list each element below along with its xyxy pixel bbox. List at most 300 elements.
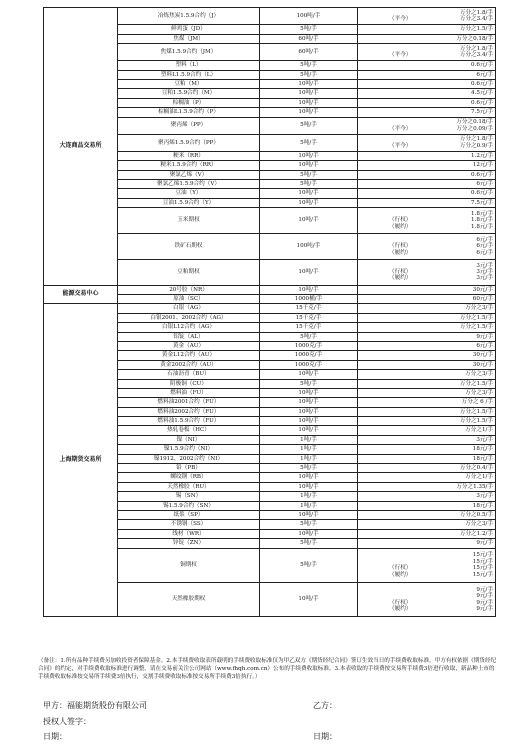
fee-cell xyxy=(358,426,496,435)
fee-value: 9元/手 xyxy=(476,333,493,340)
trading-unit: 10吨/手 xyxy=(260,79,358,88)
fee-line xyxy=(359,143,493,149)
fee-line xyxy=(359,418,493,424)
table-row xyxy=(44,285,496,294)
trading-unit: 1000克/手 xyxy=(260,341,358,350)
trading-unit: 5吨/手 xyxy=(260,464,358,473)
product-name: 不锈钢（SS） xyxy=(118,520,260,529)
product-name: 聚丙烯（PP） xyxy=(118,117,260,134)
fee-value: 7.5元/手 xyxy=(471,109,493,116)
product-name: 锡（SN） xyxy=(118,492,260,501)
fee-note xyxy=(359,484,453,490)
fee-line xyxy=(359,172,493,178)
product-name: 塑料（L） xyxy=(118,61,260,70)
fee-value: 9元/手 xyxy=(476,593,493,600)
fee-cell xyxy=(358,582,496,616)
product-name: 天然橡胶期权 xyxy=(118,582,260,616)
product-name: 豆粕（M） xyxy=(118,79,260,88)
trading-unit: 5吨/手 xyxy=(260,180,358,189)
trading-unit: 1吨/手 xyxy=(260,492,358,501)
fee-value: 0.6元/手 xyxy=(471,99,493,106)
trading-unit: 10吨/手 xyxy=(260,482,358,491)
fee-cell xyxy=(358,454,496,463)
authorized-signature-label: 授权人签字： xyxy=(43,717,91,726)
fee-note: （履约） xyxy=(389,275,412,282)
fee-cell xyxy=(358,407,496,416)
fee-value: 0.6元/手 xyxy=(471,62,493,69)
fee-value: 18元/手 xyxy=(472,446,493,453)
fee-schedule-table xyxy=(43,7,496,617)
fee-value: 15元/手 xyxy=(472,552,493,559)
trading-unit: 10吨/手 xyxy=(260,582,358,616)
fee-value: 万分之3/手 xyxy=(465,371,493,378)
fee-value: 6元/手 xyxy=(476,342,493,349)
fee-line xyxy=(359,90,493,96)
fee-value: 1.8元/手 xyxy=(471,217,493,224)
fee-value: 6元/手 xyxy=(476,181,493,188)
product-name: 燃料油2001合约（FU） xyxy=(118,398,260,407)
trading-unit: 1000桶/手 xyxy=(260,295,358,304)
fee-note xyxy=(359,503,453,509)
fee-note xyxy=(359,296,453,302)
fee-value: 9元/手 xyxy=(476,606,493,613)
fee-value: 1.8元/手 xyxy=(471,223,493,230)
product-name: 石油沥青（BU） xyxy=(118,370,260,379)
fee-line xyxy=(359,305,493,311)
trading-unit: 10吨/手 xyxy=(260,426,358,435)
fee-cell xyxy=(358,61,496,70)
fee-cell xyxy=(358,510,496,519)
fee-cell xyxy=(358,417,496,426)
fee-value: 万分之1.35/手 xyxy=(456,483,493,490)
exchange-label: 能源交易中心 xyxy=(44,285,118,304)
fee-note xyxy=(359,72,453,78)
product-name: 20号胶（NR） xyxy=(118,285,260,294)
fee-value: 0.6元/手 xyxy=(471,190,493,197)
product-name: 锌锭（ZN） xyxy=(118,539,260,548)
product-name: 聚氯乙烯（V） xyxy=(118,170,260,179)
product-name: 豆油1.5.9合约（Y） xyxy=(118,198,260,207)
fee-line xyxy=(359,315,493,321)
product-name: 燃料油（FU） xyxy=(118,388,260,397)
trading-unit: 10吨/手 xyxy=(260,198,358,207)
fee-value: 3元/手 xyxy=(476,269,493,275)
fee-line xyxy=(359,287,493,293)
fee-cell xyxy=(358,370,496,379)
trading-unit: 5吨/手 xyxy=(260,548,358,582)
trading-unit: 5吨/手 xyxy=(260,61,358,70)
product-name: 燃料油2002合约（FU） xyxy=(118,407,260,416)
product-name: 黄金L12合约（AU） xyxy=(118,351,260,360)
product-name: 黄金（AU） xyxy=(118,341,260,350)
trading-unit: 5吨/手 xyxy=(260,332,358,341)
product-name: 棕榈油（P） xyxy=(118,98,260,107)
trading-unit: 1吨/手 xyxy=(260,454,358,463)
fee-note xyxy=(359,334,453,340)
fee-note xyxy=(359,427,453,433)
fee-cell xyxy=(358,332,496,341)
fee-note xyxy=(359,343,453,349)
fee-value: 万分之1.5/手 xyxy=(459,408,493,415)
trading-unit: 10吨/手 xyxy=(260,208,358,234)
trading-unit: 10吨/手 xyxy=(260,398,358,407)
fee-cell xyxy=(358,520,496,529)
fee-line xyxy=(359,465,493,471)
fee-note: （履约） xyxy=(389,571,412,578)
fee-value: 万分之 6 /手 xyxy=(461,399,493,406)
fee-note xyxy=(359,531,453,537)
fee-cell xyxy=(358,304,496,313)
fee-value: 3元/手 xyxy=(476,493,493,500)
fee-cell xyxy=(358,259,496,285)
fee-cell xyxy=(358,351,496,360)
fee-note xyxy=(359,109,453,115)
product-name: 天然橡胶（RU） xyxy=(118,482,260,491)
trading-unit: 100吨/手 xyxy=(260,234,358,260)
fee-line xyxy=(359,409,493,415)
fee-cell xyxy=(358,482,496,491)
fee-line xyxy=(359,16,493,22)
fee-note xyxy=(359,540,453,546)
trading-unit: 5吨/手 xyxy=(260,379,358,388)
trading-unit: 15千克/手 xyxy=(260,304,358,313)
fee-line xyxy=(359,250,493,256)
fee-line xyxy=(359,181,493,187)
product-name: 塑料L1.5.9合约（L） xyxy=(118,70,260,79)
fee-note: （履约） xyxy=(389,223,412,230)
fee-line xyxy=(359,109,493,115)
fee-line xyxy=(359,531,493,537)
fee-note xyxy=(359,153,453,159)
fee-line xyxy=(359,200,493,206)
fee-note xyxy=(359,62,453,68)
fee-value: 万分之3.4/手 xyxy=(459,52,493,59)
fee-note xyxy=(359,100,453,106)
product-name: 豆油（Y） xyxy=(118,189,260,198)
fee-value: 30元/手 xyxy=(472,286,493,293)
fee-value: 万分之1.8/手 xyxy=(459,9,493,16)
trading-unit: 10吨/手 xyxy=(260,259,358,285)
fee-line xyxy=(359,371,493,377)
fee-cell xyxy=(358,161,496,170)
fee-note: （行权） xyxy=(389,565,412,572)
fee-value: 6元/手 xyxy=(476,249,493,256)
fee-line xyxy=(359,390,493,396)
fee-note: （行权） xyxy=(389,243,412,250)
trading-unit: 10吨/手 xyxy=(260,285,358,294)
fee-cell xyxy=(358,501,496,510)
fee-value: 0.6元/手 xyxy=(471,171,493,178)
fee-note: （平今） xyxy=(389,142,412,149)
fee-cell xyxy=(358,464,496,473)
fee-value: 万分之3/手 xyxy=(465,521,493,528)
fee-line xyxy=(359,493,493,499)
fee-line xyxy=(359,126,493,132)
fee-line xyxy=(359,81,493,87)
fee-line xyxy=(359,343,493,349)
product-name: 铝锭（AL） xyxy=(118,332,260,341)
fee-note: （平今） xyxy=(389,125,412,132)
fee-line xyxy=(359,437,493,443)
fee-value: 18元/手 xyxy=(472,502,493,509)
fee-note: （行权） xyxy=(389,217,412,224)
fee-note: （行权） xyxy=(389,599,412,606)
fee-note xyxy=(359,521,453,527)
fee-note xyxy=(359,446,453,452)
trading-unit: 10吨/手 xyxy=(260,510,358,519)
product-name: 棕榈油L1.5.9合约（P） xyxy=(118,108,260,117)
fee-value: 4.5元/手 xyxy=(471,90,493,97)
trading-unit: 10吨/手 xyxy=(260,529,358,538)
fee-line xyxy=(359,381,493,387)
fee-cell xyxy=(358,529,496,538)
fee-cell xyxy=(358,313,496,322)
fee-value: 万分之1.5/手 xyxy=(459,26,493,33)
party-b-date-label: 日期： xyxy=(313,732,337,741)
fee-value: 万分之1.5/手 xyxy=(459,418,493,425)
fee-line xyxy=(359,324,493,330)
fee-value: 7.5元/手 xyxy=(471,199,493,206)
fee-line xyxy=(359,484,493,490)
fee-line xyxy=(359,72,493,78)
fee-cell xyxy=(358,379,496,388)
fee-value: 万分之1/手 xyxy=(465,474,493,481)
fee-note: （平今） xyxy=(389,52,412,59)
fee-value: 12元/手 xyxy=(472,162,493,169)
fee-note xyxy=(359,181,453,187)
fee-value: 万分之1.8/手 xyxy=(459,45,493,52)
fee-line xyxy=(359,474,493,480)
fee-note xyxy=(359,81,453,87)
fee-value: 万分之3.4/手 xyxy=(459,16,493,23)
trading-unit: 5吨/手 xyxy=(260,134,358,151)
fee-note xyxy=(359,465,453,471)
fee-note xyxy=(359,474,453,480)
fee-note xyxy=(359,493,453,499)
fee-note xyxy=(359,352,453,358)
trading-unit: 10吨/手 xyxy=(260,407,358,416)
fee-cell xyxy=(358,445,496,454)
trading-unit: 1000克/手 xyxy=(260,351,358,360)
fee-note xyxy=(359,315,453,321)
fee-cell xyxy=(358,435,496,444)
fee-line xyxy=(359,100,493,106)
trading-unit: 5吨/手 xyxy=(260,117,358,134)
exchange-label: 大连商品交易所 xyxy=(44,8,118,286)
product-name: 焦煤（JM） xyxy=(118,34,260,43)
table-row xyxy=(44,304,496,313)
fee-value: 3元/手 xyxy=(476,436,493,443)
fee-line xyxy=(359,427,493,433)
product-name: 原油（SC） xyxy=(118,295,260,304)
product-name: 螺纹钢（RB） xyxy=(118,473,260,482)
fee-value: 9元/手 xyxy=(476,540,493,547)
fee-value: 1.2元/手 xyxy=(471,152,493,159)
fee-cell xyxy=(358,43,496,60)
trading-unit: 100吨/手 xyxy=(260,8,358,25)
fee-value: 万分之1.5/手 xyxy=(459,314,493,321)
trading-unit: 10吨/手 xyxy=(260,388,358,397)
product-name: 冶炼焦炭1.5.9合约（J） xyxy=(118,8,260,25)
trading-unit: 10吨/手 xyxy=(260,473,358,482)
fee-value: 万分之0.18/手 xyxy=(456,35,493,42)
fee-note xyxy=(359,200,453,206)
fee-note xyxy=(359,512,453,518)
fee-cell xyxy=(358,388,496,397)
fee-cell xyxy=(358,89,496,98)
trading-unit: 10吨/手 xyxy=(260,98,358,107)
product-name: 燃料油1.5.9合约（FU） xyxy=(118,417,260,426)
fee-note xyxy=(359,172,453,178)
fee-value: 0.6元/手 xyxy=(471,80,493,87)
fee-line xyxy=(359,352,493,358)
fee-line xyxy=(359,224,493,230)
fee-line xyxy=(359,296,493,302)
fee-value: 万分之0.5/手 xyxy=(459,511,493,518)
fee-note xyxy=(359,362,453,368)
product-name: 镍（NI） xyxy=(118,435,260,444)
fee-line xyxy=(359,52,493,58)
fee-line xyxy=(359,153,493,159)
fee-line xyxy=(359,540,493,546)
product-name: 鲜鸡蛋（JD） xyxy=(118,25,260,34)
fee-value: 30元/手 xyxy=(472,361,493,368)
fee-cell xyxy=(358,234,496,260)
fee-cell xyxy=(358,180,496,189)
fee-cell xyxy=(358,548,496,582)
fee-note xyxy=(359,162,453,168)
fee-value: 万分之0.9/手 xyxy=(459,142,493,149)
fee-value: 30元/手 xyxy=(472,352,493,359)
fee-note xyxy=(359,190,453,196)
trading-unit: 5吨/手 xyxy=(260,520,358,529)
trading-unit: 1吨/手 xyxy=(260,501,358,510)
fee-value: 1.8元/手 xyxy=(471,210,493,217)
trading-unit: 10吨/手 xyxy=(260,108,358,117)
trading-unit: 5吨/手 xyxy=(260,170,358,179)
trading-unit: 10吨/手 xyxy=(260,161,358,170)
trading-unit: 1吨/手 xyxy=(260,445,358,454)
fee-note xyxy=(359,456,453,462)
product-name: 线材（WR） xyxy=(118,529,260,538)
fee-value: 6元/手 xyxy=(476,236,493,243)
product-name: 纸浆（SP） xyxy=(118,510,260,519)
fee-value: 万分之3/手 xyxy=(465,305,493,312)
product-name: 镍1.5.9合约（NI） xyxy=(118,445,260,454)
fee-line xyxy=(359,572,493,578)
trading-unit: 5吨/手 xyxy=(260,70,358,79)
fee-value: 万分之0.18/手 xyxy=(456,119,493,126)
fee-schedule-body xyxy=(44,8,496,617)
fee-value: 18元/手 xyxy=(472,455,493,462)
product-name: 粳米（RR） xyxy=(118,151,260,160)
fee-cell xyxy=(358,285,496,294)
fee-cell xyxy=(358,323,496,332)
party-a-date-label: 日期： xyxy=(43,732,67,741)
product-name: 阴极铜（CU） xyxy=(118,379,260,388)
fee-note xyxy=(359,409,453,415)
table-row xyxy=(44,8,496,25)
fee-cell xyxy=(358,134,496,151)
fee-note xyxy=(359,390,453,396)
fee-line xyxy=(359,456,493,462)
product-name: 锡1.5.9合约（SN） xyxy=(118,501,260,510)
exchange-label: 上海期货交易所 xyxy=(44,304,118,617)
fee-cell xyxy=(358,198,496,207)
fee-value: 15元/手 xyxy=(472,565,493,572)
fee-cell xyxy=(358,25,496,34)
product-name: 铁矿石期权 xyxy=(118,234,260,260)
fee-value: 万分之1.5/手 xyxy=(459,324,493,331)
fee-note xyxy=(359,305,453,311)
fee-cell xyxy=(358,398,496,407)
fee-line xyxy=(359,162,493,168)
fee-value: 万分之3/手 xyxy=(465,389,493,396)
fee-cell xyxy=(358,34,496,43)
fee-cell xyxy=(358,295,496,304)
trading-unit: 10吨/手 xyxy=(260,89,358,98)
fee-cell xyxy=(358,473,496,482)
fee-note xyxy=(359,381,453,387)
trading-unit: 60吨/手 xyxy=(260,43,358,60)
product-name: 豆粕期权 xyxy=(118,259,260,285)
fee-line xyxy=(359,521,493,527)
fee-cell xyxy=(358,539,496,548)
trading-unit: 10吨/手 xyxy=(260,189,358,198)
fee-value: 9元/手 xyxy=(476,586,493,593)
trading-unit: 60吨/手 xyxy=(260,34,358,43)
fee-line xyxy=(359,275,493,281)
trading-unit: 1吨/手 xyxy=(260,435,358,444)
trading-unit: 5吨/手 xyxy=(260,539,358,548)
fee-value: 万分之1/手 xyxy=(465,427,493,434)
fee-note xyxy=(359,36,453,42)
fee-note xyxy=(359,324,453,330)
fee-note: （行权） xyxy=(389,269,412,275)
product-name: 镍1912、2002合约（NI） xyxy=(118,454,260,463)
fee-line xyxy=(359,26,493,32)
fee-value: 15元/手 xyxy=(472,571,493,578)
fee-cell xyxy=(358,151,496,160)
product-name: 聚氯乙烯1.5.9合约（V） xyxy=(118,180,260,189)
fee-line xyxy=(359,62,493,68)
trading-unit: 10吨/手 xyxy=(260,151,358,160)
fee-line xyxy=(359,190,493,196)
fee-line xyxy=(359,446,493,452)
product-name: 玉米期权 xyxy=(118,208,260,234)
fee-cell xyxy=(358,170,496,179)
product-name: 白银（AG） xyxy=(118,304,260,313)
fee-value: 3元/手 xyxy=(476,275,493,282)
fee-value: 万分之0.4/手 xyxy=(459,465,493,472)
product-name: 白银2001、2002合约（AG） xyxy=(118,313,260,322)
fee-cell xyxy=(358,108,496,117)
trading-unit: 10吨/手 xyxy=(260,417,358,426)
fee-line xyxy=(359,503,493,509)
fee-note xyxy=(359,287,453,293)
fee-note xyxy=(359,371,453,377)
fee-value: 6元/手 xyxy=(476,71,493,78)
product-name: 铜期权 xyxy=(118,548,260,582)
fee-value: 万分之1.8/手 xyxy=(459,136,493,143)
product-name: 铅（PB） xyxy=(118,464,260,473)
remarks-note: （备注：1.所有品种手续费另加收投资者保障基金。2.本手续费收取表所载明的手续费收取标准仅为甲乙双方《期货经纪合同》签订生效当日的手续费收取标准。甲方有权依据《期货经纪合同》的约定，对手续费收取标准进行调整，请在交易前关注公司网站（www.fhqh.com.cn）公布的手续费收取标准。3.本表收取的手续费按交易所手续费3倍进行收取，新品种上市的手续费收取标准按交易所手续费3倍执行，交割手续费收取标准按交易所手续费3倍执行。） xyxy=(38,658,497,681)
fee-cell xyxy=(358,341,496,350)
fee-note xyxy=(359,26,453,32)
party-a-label: 甲方：福能期货股份有限公司 xyxy=(43,701,147,710)
product-name: 焦煤1.5.9合约（JM） xyxy=(118,43,260,60)
fee-line xyxy=(359,36,493,42)
